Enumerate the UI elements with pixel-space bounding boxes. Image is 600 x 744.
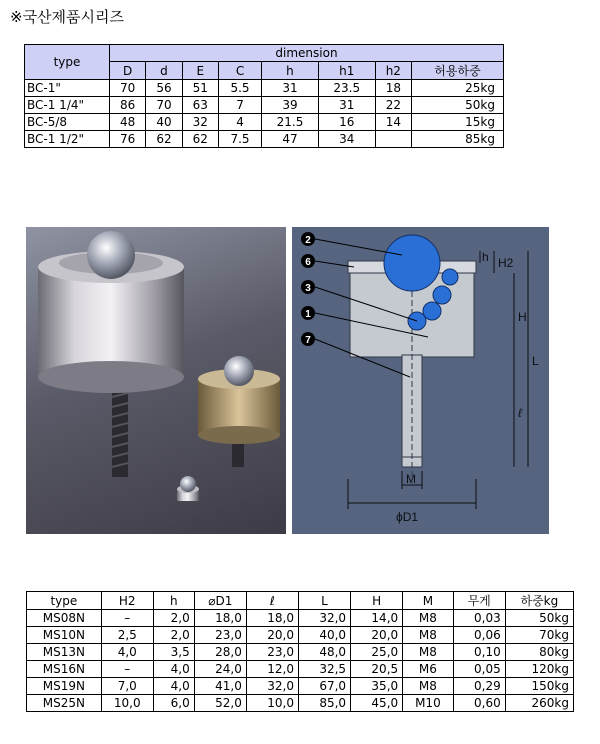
table-cell: 50kg xyxy=(505,610,573,627)
table-cell: 47 xyxy=(262,131,319,148)
table-cell: 39 xyxy=(262,97,319,114)
table-cell: 20,0 xyxy=(246,627,298,644)
table-cell: 32,0 xyxy=(298,610,350,627)
table-cell: 31 xyxy=(262,80,319,97)
table-row xyxy=(27,610,574,627)
table-cell: 25,0 xyxy=(351,644,403,661)
table-cell: 0,60 xyxy=(453,695,505,712)
table-cell: 7,0 xyxy=(101,678,153,695)
label-h: h xyxy=(482,250,489,264)
table-cell: 14 xyxy=(375,114,411,131)
column-header: L xyxy=(298,592,350,610)
type-cell: MS19N xyxy=(27,678,102,695)
table-cell: 10,0 xyxy=(246,695,298,712)
type-cell: BC-5/8 xyxy=(25,114,110,131)
table-cell: 80kg xyxy=(505,644,573,661)
table-cell: 260kg xyxy=(505,695,573,712)
table-cell: 32,0 xyxy=(246,678,298,695)
table-cell: 70kg xyxy=(505,627,573,644)
table-cell: 15kg xyxy=(411,114,503,131)
table-cell: 56 xyxy=(146,80,182,97)
column-header: 무게 xyxy=(453,592,505,610)
column-header: 하중kg xyxy=(505,592,573,610)
column-header: h xyxy=(153,592,194,610)
table-cell: 12,0 xyxy=(246,661,298,678)
label-H: H xyxy=(518,310,527,324)
table-cell: 51 xyxy=(182,80,218,97)
table-cell: 6,0 xyxy=(153,695,194,712)
callout-1: 1 xyxy=(305,309,311,320)
callout-3: 3 xyxy=(305,283,311,294)
table-cell: M10 xyxy=(403,695,454,712)
dimension-header: dimension xyxy=(110,45,504,62)
table-cell: 24,0 xyxy=(194,661,246,678)
type-header: type xyxy=(25,45,110,80)
table-cell: 7 xyxy=(218,97,261,114)
column-header: M xyxy=(403,592,454,610)
type-cell: MS08N xyxy=(27,610,102,627)
table-cell: 40 xyxy=(146,114,182,131)
table-cell: 16 xyxy=(318,114,375,131)
table-cell: 45,0 xyxy=(351,695,403,712)
table-cell: 120kg xyxy=(505,661,573,678)
type-cell: MS25N xyxy=(27,695,102,712)
table-cell: 22 xyxy=(375,97,411,114)
table-cell: 20,5 xyxy=(351,661,403,678)
column-header: h1 xyxy=(318,62,375,80)
table-row xyxy=(25,80,504,97)
column-header: D xyxy=(110,62,146,80)
table-cell: 86 xyxy=(110,97,146,114)
table-cell: 4,0 xyxy=(153,678,194,695)
table-cell: 32 xyxy=(182,114,218,131)
table-row xyxy=(27,644,574,661)
table-cell: 4,0 xyxy=(153,661,194,678)
table-cell: 23.5 xyxy=(318,80,375,97)
column-header: ℓ xyxy=(246,592,298,610)
label-D1: ϕD1 xyxy=(396,510,419,524)
table-cell: 21.5 xyxy=(262,114,319,131)
table-cell: 70 xyxy=(110,80,146,97)
table-cell: 31 xyxy=(318,97,375,114)
column-header: C xyxy=(218,62,261,80)
table-cell: 50kg xyxy=(411,97,503,114)
column-header: type xyxy=(27,592,102,610)
table-cell: 5.5 xyxy=(218,80,261,97)
table-cell: 40,0 xyxy=(298,627,350,644)
column-header: 허용하중 xyxy=(411,62,503,80)
table-cell: 18 xyxy=(375,80,411,97)
table-row xyxy=(27,661,574,678)
table-cell: 2,0 xyxy=(153,610,194,627)
type-cell: BC-1 1/2" xyxy=(25,131,110,148)
table-cell: 85kg xyxy=(411,131,503,148)
type-cell: BC-1" xyxy=(25,80,110,97)
table-cell: 62 xyxy=(182,131,218,148)
table-cell: 18,0 xyxy=(246,610,298,627)
table-row xyxy=(25,114,504,131)
column-header: d xyxy=(146,62,182,80)
table-cell: 150kg xyxy=(505,678,573,695)
bc-series-table xyxy=(24,44,504,148)
technical-drawing xyxy=(292,227,549,534)
type-cell: MS10N xyxy=(27,627,102,644)
column-header: h xyxy=(262,62,319,80)
column-header: E xyxy=(182,62,218,80)
label-ell: ℓ xyxy=(518,406,522,420)
table-cell: 35,0 xyxy=(351,678,403,695)
table-cell: 0,05 xyxy=(453,661,505,678)
table-cell: 70 xyxy=(146,97,182,114)
type-cell: BC-1 1/4" xyxy=(25,97,110,114)
column-header: ⌀D1 xyxy=(194,592,246,610)
table-cell: 0,06 xyxy=(453,627,505,644)
table-cell: 4,0 xyxy=(101,644,153,661)
table-cell: M6 xyxy=(403,661,454,678)
table-cell: M8 xyxy=(403,644,454,661)
type-cell: MS13N xyxy=(27,644,102,661)
label-M: M xyxy=(406,472,416,486)
table-cell: 2,5 xyxy=(101,627,153,644)
table-cell: 48,0 xyxy=(298,644,350,661)
label-h2: H2 xyxy=(498,256,514,270)
table-cell: M8 xyxy=(403,678,454,695)
table-cell xyxy=(375,131,411,148)
table-cell: M8 xyxy=(403,610,454,627)
table-row xyxy=(25,97,504,114)
table-cell: 48 xyxy=(110,114,146,131)
table-cell: 67,0 xyxy=(298,678,350,695)
type-cell: MS16N xyxy=(27,661,102,678)
table-cell: 34 xyxy=(318,131,375,148)
table-cell: 41,0 xyxy=(194,678,246,695)
table-cell: M8 xyxy=(403,627,454,644)
table-cell: 62 xyxy=(146,131,182,148)
table-cell: 25kg xyxy=(411,80,503,97)
label-L: L xyxy=(532,354,539,368)
table-cell: 20,0 xyxy=(351,627,403,644)
table-cell: 23,0 xyxy=(246,644,298,661)
callout-6: 6 xyxy=(305,257,311,268)
table-cell: 2,0 xyxy=(153,627,194,644)
table-cell: 0,10 xyxy=(453,644,505,661)
table-cell: 10,0 xyxy=(101,695,153,712)
table-cell: 28,0 xyxy=(194,644,246,661)
table-cell: 0,29 xyxy=(453,678,505,695)
table-row xyxy=(27,627,574,644)
table-cell: 14,0 xyxy=(351,610,403,627)
callout-2: 2 xyxy=(305,235,311,246)
table-row xyxy=(25,131,504,148)
table-cell: 85,0 xyxy=(298,695,350,712)
table-cell: – xyxy=(101,610,153,627)
table-cell: 7.5 xyxy=(218,131,261,148)
table-row xyxy=(27,695,574,712)
table-cell: 0,03 xyxy=(453,610,505,627)
table-row xyxy=(27,678,574,695)
product-photo xyxy=(26,227,286,534)
ms-series-table xyxy=(26,591,574,712)
table-cell: 63 xyxy=(182,97,218,114)
table-cell: 18,0 xyxy=(194,610,246,627)
table-cell: 4 xyxy=(218,114,261,131)
page-title: ※국산제품시리즈 xyxy=(10,8,124,26)
table-cell: 32,5 xyxy=(298,661,350,678)
column-header: h2 xyxy=(375,62,411,80)
table-cell: 52,0 xyxy=(194,695,246,712)
callout-7: 7 xyxy=(305,335,311,346)
column-header: H2 xyxy=(101,592,153,610)
table-cell: 23,0 xyxy=(194,627,246,644)
table-cell: 3,5 xyxy=(153,644,194,661)
table-cell: 76 xyxy=(110,131,146,148)
column-header: H xyxy=(351,592,403,610)
table-cell: – xyxy=(101,661,153,678)
